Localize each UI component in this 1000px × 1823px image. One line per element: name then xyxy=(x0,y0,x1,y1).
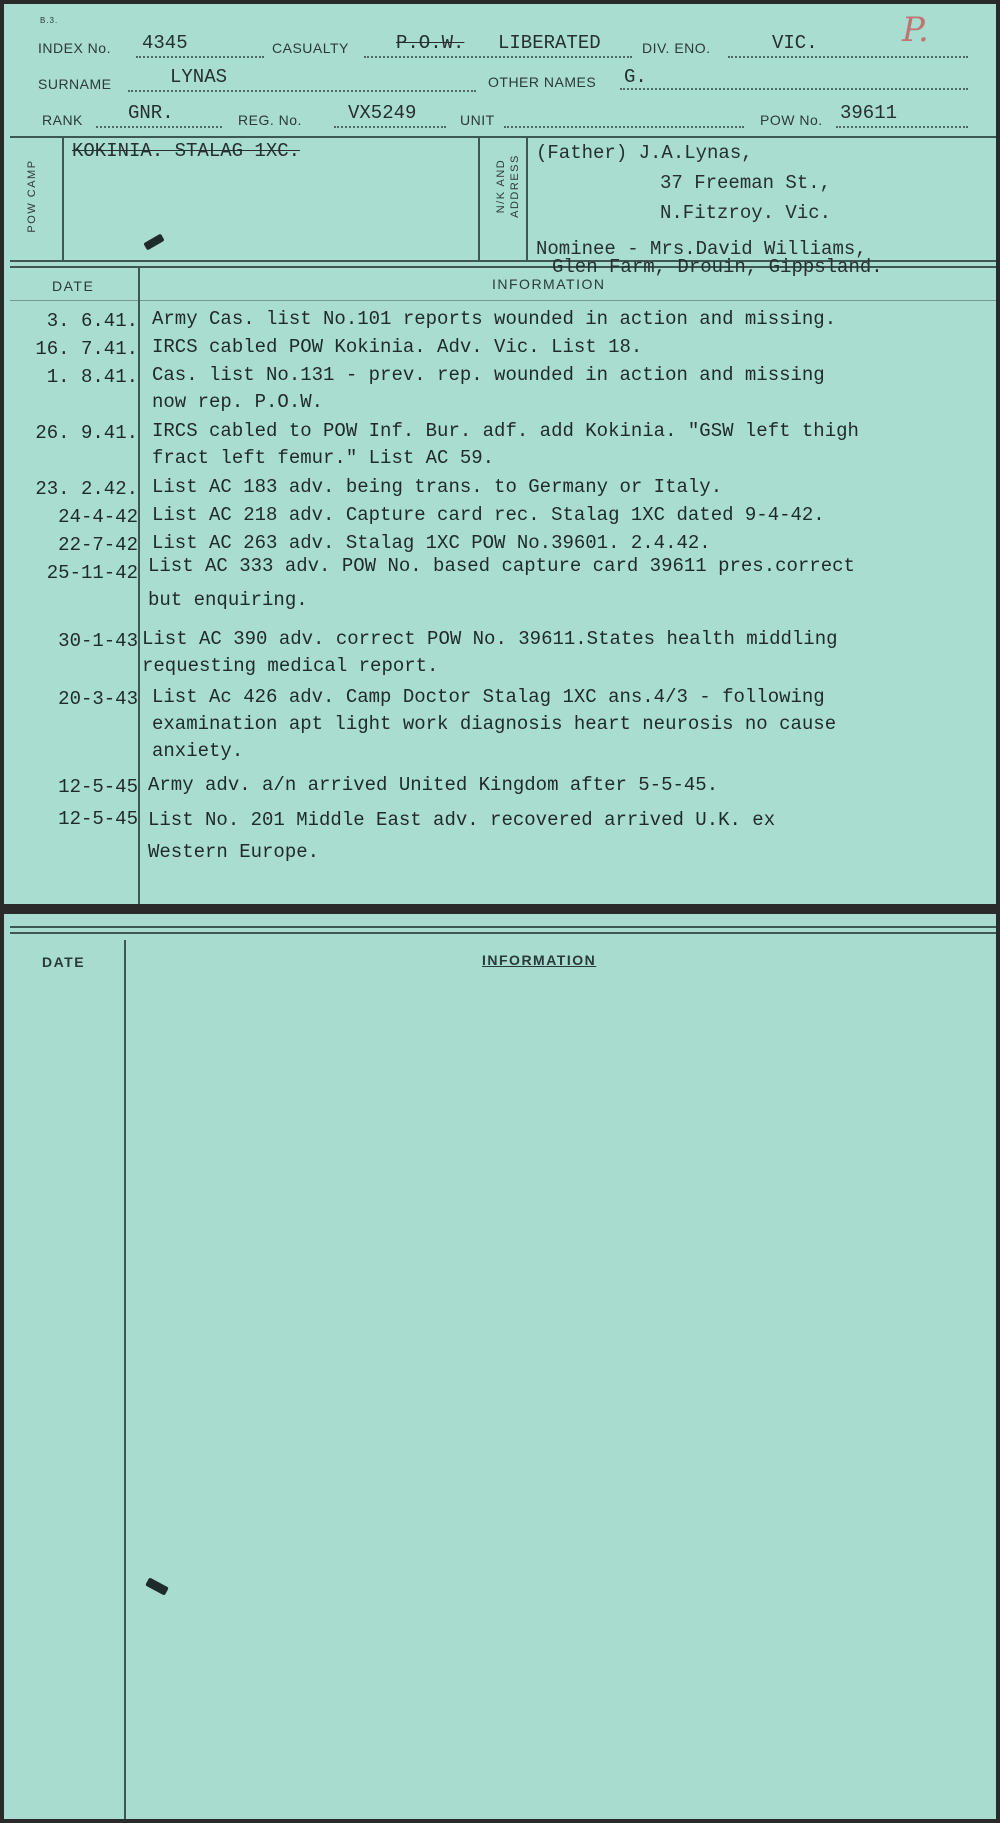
entry-date: 16. 7.41. xyxy=(35,338,138,360)
entry-date: 1. 8.41. xyxy=(46,366,138,388)
camp-address-divider xyxy=(478,136,480,260)
nk-address-label-2: ADDRESS xyxy=(509,154,521,218)
unit-line xyxy=(504,126,744,128)
entry-date: 12-5-45 xyxy=(58,776,138,798)
address-line-2: 37 Freeman St., xyxy=(660,172,832,194)
card-back xyxy=(4,914,996,1819)
back-top-rule xyxy=(10,926,996,928)
nominee-line-1: Nominee - Mrs.David Williams, xyxy=(536,238,867,260)
pow-no-value: 39611 xyxy=(840,102,898,124)
back-top-rule-2 xyxy=(10,932,996,934)
unit-label: UNIT xyxy=(460,112,495,128)
entry-text: IRCS cabled to POW Inf. Bur. adf. add Kokinia. "GSW left thigh fract left femur." List AC 59. xyxy=(152,420,859,469)
entry-text: List AC 183 adv. being trans. to Germany or Italy. xyxy=(152,476,723,498)
address-line-1: (Father) J.A.Lynas, xyxy=(536,142,753,164)
other-names-label: OTHER NAMES xyxy=(488,74,597,90)
back-information-header: INFORMATION xyxy=(482,952,597,968)
entry-date: 12-5-45 xyxy=(58,808,138,830)
other-names-line xyxy=(620,88,968,90)
pow-camp-struck-value: KOKINIA. STALAG 1XC. xyxy=(72,140,301,162)
entry-text: List AC 333 adv. POW No. based capture card 39611 pres.correct but enquiring. xyxy=(148,555,855,611)
casualty-stamp-mark: P. xyxy=(902,10,929,50)
top-rule xyxy=(10,136,996,138)
div-eno-line xyxy=(728,56,968,58)
header-rule xyxy=(10,300,996,301)
entry-text: Army adv. a/n arrived United Kingdom after 5-5-45. xyxy=(148,774,719,796)
nominee-line-2: Glen Farm, Drouin, Gippsland. xyxy=(552,256,883,278)
address-label-divider xyxy=(526,136,528,260)
address-line-3: N.Fitzroy. Vic. xyxy=(660,202,832,224)
entry-date: 20-3-43 xyxy=(58,688,138,710)
index-no-label: INDEX No. xyxy=(38,40,111,56)
entry-text: Army Cas. list No.101 reports wounded in action and missing. xyxy=(152,308,837,330)
entry-date: 23. 2.42. xyxy=(35,478,138,500)
entry-text: List No. 201 Middle East adv. recovered arrived U.K. ex Western Europe. xyxy=(148,809,776,863)
div-eno-value: VIC. xyxy=(772,32,818,54)
index-no-line xyxy=(136,56,264,58)
entry-text: List AC 218 adv. Capture card rec. Stalag 1XC dated 9-4-42. xyxy=(152,504,825,526)
rank-label: RANK xyxy=(42,112,83,128)
casualty-label: CASUALTY xyxy=(272,40,349,56)
pow-camp-label: POW CAMP xyxy=(26,159,38,233)
entry-text: IRCS cabled POW Kokinia. Adv. Vic. List 18. xyxy=(152,336,643,358)
back-date-header: DATE xyxy=(42,954,86,970)
back-date-divider xyxy=(124,940,126,1819)
rank-line xyxy=(96,126,222,128)
div-eno-label: DIV. ENO. xyxy=(642,40,711,56)
pen-arrow-mark xyxy=(143,234,164,251)
reg-no-line xyxy=(334,126,446,128)
index-no-value: 4345 xyxy=(142,32,188,54)
entry-date: 24-4-42 xyxy=(58,506,138,528)
back-pen-mark xyxy=(145,1577,169,1595)
surname-line xyxy=(128,90,476,92)
entry-date: 30-1-43 xyxy=(58,630,138,652)
reg-no-label: REG. No. xyxy=(238,112,302,128)
date-divider xyxy=(138,266,140,904)
casualty-struck-value: P.O.W. xyxy=(396,32,465,54)
entry-text: List Ac 426 adv. Camp Doctor Stalag 1XC ans.4/3 - following examination apt light work diagnosis heart neurosis no cause anxiety. xyxy=(152,686,837,762)
reg-no-value: VX5249 xyxy=(348,102,417,124)
pow-no-label: POW No. xyxy=(760,112,823,128)
rank-value: GNR. xyxy=(128,102,174,124)
card-front xyxy=(4,4,996,904)
surname-label: SURNAME xyxy=(38,76,112,92)
camp-label-divider xyxy=(62,136,64,260)
form-code: B.3. xyxy=(40,16,59,25)
information-column-header: INFORMATION xyxy=(492,276,606,292)
entry-text: List AC 390 adv. correct POW No. 39611.States health middling requesting medical report. xyxy=(142,628,838,677)
pow-no-line xyxy=(836,126,968,128)
entry-date: 26. 9.41. xyxy=(35,422,138,444)
entry-date: 22-7-42 xyxy=(58,534,138,556)
entry-date: 3. 6.41. xyxy=(46,310,138,332)
entry-text: List AC 263 adv. Stalag 1XC POW No.39601. 2.4.42. xyxy=(152,532,711,554)
surname-value: LYNAS xyxy=(170,66,228,88)
entry-date: 25-11-42 xyxy=(46,562,138,584)
date-column-header: DATE xyxy=(52,278,95,294)
nk-address-label-1: N/K AND xyxy=(495,158,507,214)
casualty-value: LIBERATED xyxy=(498,32,601,54)
other-names-value: G. xyxy=(624,66,647,88)
entry-text: Cas. list No.131 - prev. rep. wounded in action and missing now rep. P.O.W. xyxy=(152,364,825,413)
casualty-line xyxy=(364,56,632,58)
